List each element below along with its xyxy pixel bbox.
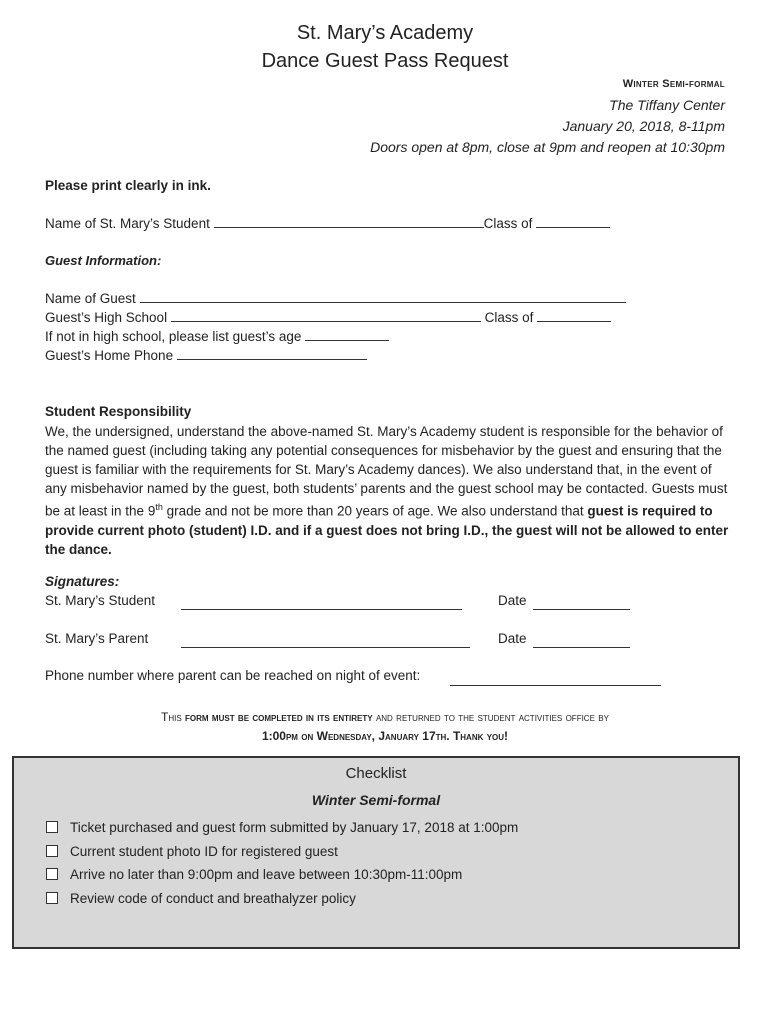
student-date-label: Date bbox=[498, 593, 527, 608]
submission-notice-line-2: 1:00pm on Wednesday, January 17th. Thank you! bbox=[261, 729, 509, 743]
student-name-field[interactable] bbox=[214, 215, 484, 228]
event-name: Winter Semi-formal bbox=[622, 78, 725, 90]
checklist-subtitle: Winter Semi-formal bbox=[311, 792, 441, 808]
checklist-item: Ticket purchased and guest form submitted by January 17, 2018 at 1:00pm bbox=[46, 820, 518, 835]
student-name-row bbox=[45, 215, 610, 231]
submission-notice-line-1: This form must be completed in its entirety and returned to the student activities office by bbox=[161, 710, 609, 724]
student-class-label: Class of bbox=[483, 216, 533, 231]
guest-class-field[interactable] bbox=[537, 309, 611, 322]
checklist-item: Current student photo ID for registered guest bbox=[46, 844, 338, 859]
student-date-line[interactable] bbox=[533, 608, 630, 610]
guest-phone-field[interactable] bbox=[177, 347, 367, 360]
checklist-panel bbox=[12, 756, 740, 949]
checklist-title: Checklist bbox=[345, 765, 407, 782]
form-title: Dance Guest Pass Request bbox=[261, 50, 509, 72]
guest-name-row bbox=[45, 290, 626, 306]
event-venue: The Tiffany Center bbox=[609, 97, 725, 113]
guest-school-label: Guest’s High School bbox=[45, 310, 168, 325]
guest-phone-label: Guest’s Home Phone bbox=[45, 348, 174, 363]
student-signature-label: St. Mary’s Student bbox=[45, 593, 156, 608]
guest-name-field[interactable] bbox=[140, 290, 626, 303]
responsibility-heading: Student Responsibility bbox=[45, 404, 192, 419]
guest-name-label: Name of Guest bbox=[45, 291, 136, 306]
checklist-item: Review code of conduct and breathalyzer policy bbox=[46, 891, 356, 906]
parent-date-line[interactable] bbox=[533, 646, 630, 648]
guest-age-label: If not in high school, please list guest’s age bbox=[45, 329, 302, 344]
checkbox[interactable] bbox=[46, 845, 58, 857]
checklist-item: Arrive no later than 9:00pm and leave between 10:30pm-11:00pm bbox=[46, 867, 462, 882]
guest-class-label: Class of bbox=[484, 310, 534, 325]
signatures-heading: Signatures: bbox=[45, 574, 120, 589]
responsibility-text: We, the undersigned, understand the above-named St. Mary’s Academy student is responsible for the behavior of the named guest (including taking any potential consequences for misbehavior by the guest and ensuring that the guest is familiar with the requirements for St. Mary’s Academy dances). We also understand that, in the event of any misbehavior named by the guest, both students’ parents and the guest school may be contacted. Guests must be at least in the 9th grade and not be more than 20 years of age. We also understand that guest is required to provide current photo (student) I.D. and if a guest does not bring I.D., the guest will not be allowed to enter the dance. bbox=[45, 424, 729, 557]
event-date: January 20, 2018, 8-11pm bbox=[562, 118, 725, 134]
print-instructions: Please print clearly in ink. bbox=[45, 178, 211, 193]
school-name: St. Mary’s Academy bbox=[296, 22, 474, 44]
event-doors: Doors open at 8pm, close at 9pm and reopen at 10:30pm bbox=[370, 139, 725, 155]
student-class-field[interactable] bbox=[536, 215, 610, 228]
parent-signature-line[interactable] bbox=[181, 646, 470, 648]
parent-date-label: Date bbox=[498, 631, 527, 646]
guest-phone-row bbox=[45, 347, 367, 363]
guest-info-heading: Guest Information: bbox=[45, 253, 162, 268]
guest-age-field[interactable] bbox=[305, 328, 389, 341]
checkbox[interactable] bbox=[46, 821, 58, 833]
guest-school-field[interactable] bbox=[171, 309, 481, 322]
guest-age-row bbox=[45, 328, 389, 344]
student-signature-line[interactable] bbox=[181, 608, 462, 610]
parent-signature-label: St. Mary’s Parent bbox=[45, 631, 149, 646]
parent-phone-label: Phone number where parent can be reached on night of event: bbox=[45, 668, 421, 683]
parent-phone-line[interactable] bbox=[450, 684, 661, 686]
checkbox[interactable] bbox=[46, 892, 58, 904]
student-name-label: Name of St. Mary’s Student bbox=[45, 216, 210, 231]
guest-school-row bbox=[45, 309, 611, 325]
checkbox[interactable] bbox=[46, 868, 58, 880]
